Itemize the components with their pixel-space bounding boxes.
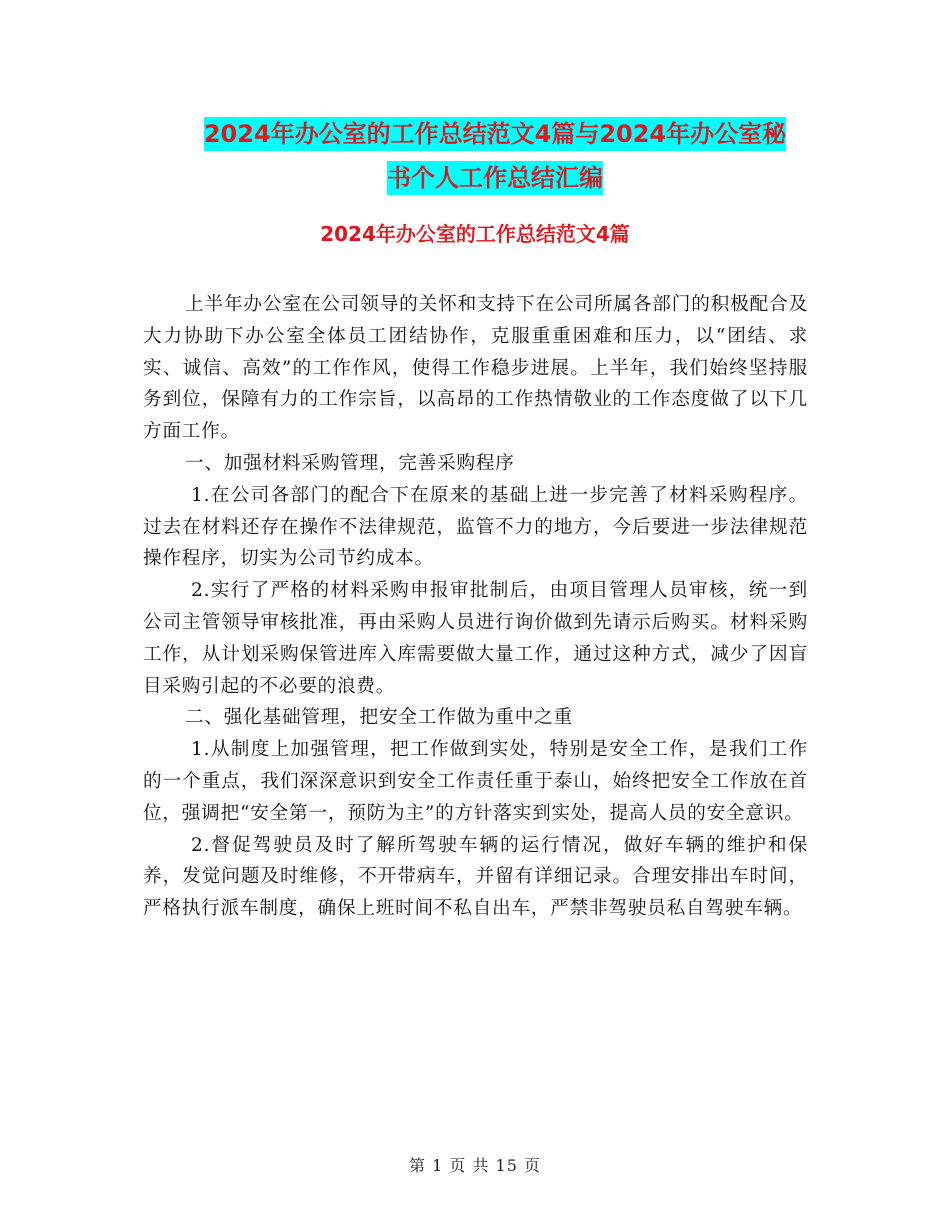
- paragraph-1-2: 2.实行了严格的材料采购申报审批制后，由项目管理人员审核，统一到公司主管领导审核批准，再由采购人员进行询价做到先请示后购买。材料采购工作，从计划采购保管进库入库需要做大量工作，通过这种方式，减少了因盲目采购引起的不必要的浪费。: [143, 580, 808, 697]
- paragraph-2-1: 1.从制度上加强管理，把工作做到实处，特别是安全工作，是我们工作的一个重点，我们深深意识到安全工作责任重于泰山，始终把安全工作放在首位，强调把“安全第一，预防为主”的方针落实到实处，提高人员的安全意识。: [143, 739, 808, 824]
- paragraph-intro: 上半年办公室在公司领导的关怀和支持下在公司所属各部门的积极配合及大力协助下办公室全体员工团结协作，克服重重困难和压力，以“团结、求实、诚信、高效”的工作作风，使得工作稳步进展。上半年，我们始终坚持服务到位，保障有力的工作宗旨，以高昂的工作热情敬业的工作态度做了以下几方面工作。: [143, 294, 808, 443]
- document-title: [140, 112, 850, 200]
- paragraph-1-1: 1.在公司各部门的配合下在原来的基础上进一步完善了材料采购程序。过去在材料还存在操作不法律规范，监管不力的地方，今后要进一步法律规范操作程序，切实为公司节约成本。: [143, 484, 808, 570]
- paragraph-2-2: 2.督促驾驶员及时了解所驾驶车辆的运行情况，做好车辆的维护和保养，发觉问题及时维修，不开带病车，并留有详细记录。合理安排出车时间，严格执行派车制度，确保上班时间不私自出车，严禁非驾驶员私自驾驶车辆。: [143, 834, 808, 920]
- heading-section-1: 一、加强材料采购管理，完善采购程序: [185, 452, 515, 474]
- document-body: [143, 289, 808, 925]
- page-footer: 第 1 页 共 15 页: [409, 1156, 541, 1175]
- heading-section-2: 二、强化基础管理，把安全工作做为重中之重: [185, 707, 573, 729]
- document-title-line2: 书个人工作总结汇编: [387, 161, 603, 195]
- document-title-line1: 2024年办公室的工作总结范文4篇与2024年办公室秘: [204, 117, 786, 151]
- section-title: 2024年办公室的工作总结范文4篇: [320, 222, 630, 246]
